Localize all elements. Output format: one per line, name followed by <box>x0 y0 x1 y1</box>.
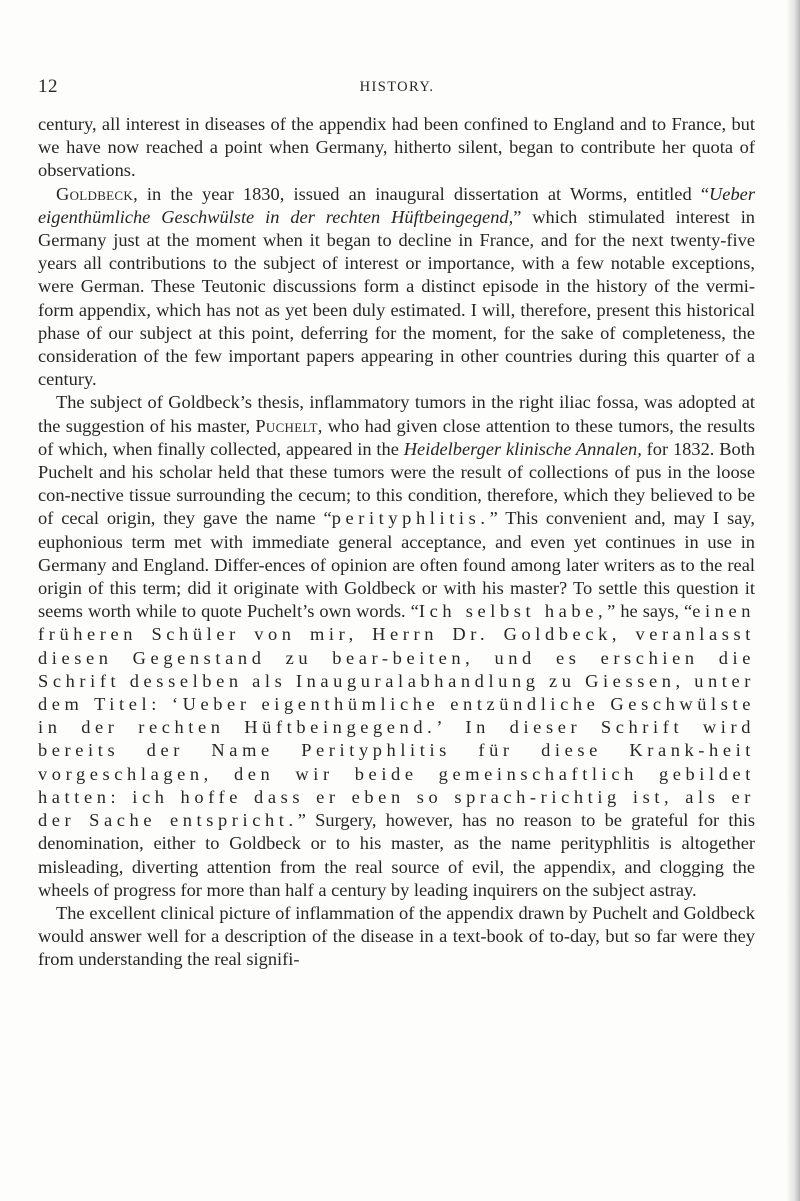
paragraph-text: century, all interest in diseases of the appendix had been confined to England and to France, but we have now reached a point when Germany, hitherto silent, began to contribute her quota of observations. <box>38 114 755 181</box>
paragraph-text: ” which stimulated interest in Germany just at the moment when it began to decline in France, and for the next twenty-five years all contributions to the subject of interest or importance, with a few notable exceptions, were German. These Teutonic discussions form a distinct episode in the history of the vermi-form appendix, which has not as yet been duly estimated. I will, therefore, present this historical phase of our subject at this point, deferring for the moment, for the sake of completeness, the consideration of the few important papers appearing in other countries during this quarter of a century. <box>38 206 755 390</box>
page-number: 12 <box>38 76 58 97</box>
dissertation-title: Ueber eigenthümliche Geschwülste in der rechten Hüftbeingegend, <box>38 183 755 227</box>
paragraph-text: ” Surgery, however, has no reason to be grateful for this denomination, either to Goldbeck or to his master, as the name perityphlitis is altogether misleading, diverting attention from the real source of evil, the appendix, and clogging the wheels of progress for more than half a century by leading inquirers on the subject astray. <box>38 810 755 900</box>
paragraph-text: ” This convenient and, may I say, euphonious term met with immediate general acceptance, and even yet continues in use in Germany and England. Differ-ences of opinion are often found among later writers as to the real origin of this term; did it originate with Goldbeck or with his master? To settle this question it seems worth while to quote Puchelt’s own words. “ <box>38 508 755 622</box>
body-text <box>38 113 755 972</box>
paragraph-goldbeck <box>38 183 755 392</box>
paragraph-text: The excellent clinical picture of inflammation of the appendix drawn by Puchelt and Goldbeck would answer well for a description of the disease in a text-book of to-day, but so far were they from understanding the real signifi- <box>38 902 755 970</box>
paragraph-clinical-picture <box>38 902 755 972</box>
german-quote-2: einen früheren Schüler von mir, Herrn Dr. Goldbeck, veranlasst diesen Gegenstand zu bear-beiten, und es erschien die Schrift desselben als Inauguralabhandlung zu Giessen, unter dem Titel: ‘Ueber eigenthümliche entzündliche Geschwülste in der rechten Hüftbeingegend.’ In dieser Schrift wird bereits der Name Perityphlitis für diese Krank-heit vorgeschlagen, den wir beide gemeinschaftlich gebildet hatten: ich hoffe dass er eben so sprach-richtig ist, als er der Sache entspricht. <box>38 601 756 831</box>
paragraph-text: The subject of Goldbeck’s thesis, inflammatory tumors in the right iliac fossa, was adopted at the suggestion of his master, <box>38 392 755 436</box>
paragraph-text: , who had given close attention to these tumors, the results of which, when finally collected, appeared in the <box>38 415 755 459</box>
running-head <box>38 76 756 98</box>
german-quote-1: Ich selbst habe, <box>418 601 608 622</box>
running-head-title: HISTORY. <box>359 79 435 95</box>
paragraph-continuation <box>38 113 755 183</box>
author-name-goldbeck: Goldbeck <box>56 183 134 204</box>
paragraph-text: , in the year 1830, issued an inaugural dissertation at Worms, entitled “ <box>133 183 710 204</box>
paragraph-text: ” he says, “ <box>607 601 693 622</box>
author-name-puchelt: Puchelt <box>255 415 318 436</box>
journal-title: Heidelberger klinische Annalen, <box>403 438 642 459</box>
page-edge-shadow <box>786 0 800 1201</box>
paragraph-text: for 1832. Both Puchelt and his scholar held that these tumors were the result of collections of pus in the loose con-nective tissue surrounding the cecum; to this condition, therefore, which they believed to be of cecal origin, they gave the name “ <box>38 438 755 529</box>
paragraph-puchelt <box>38 391 755 901</box>
term-perityphlitis: perityphlitis. <box>331 508 490 529</box>
